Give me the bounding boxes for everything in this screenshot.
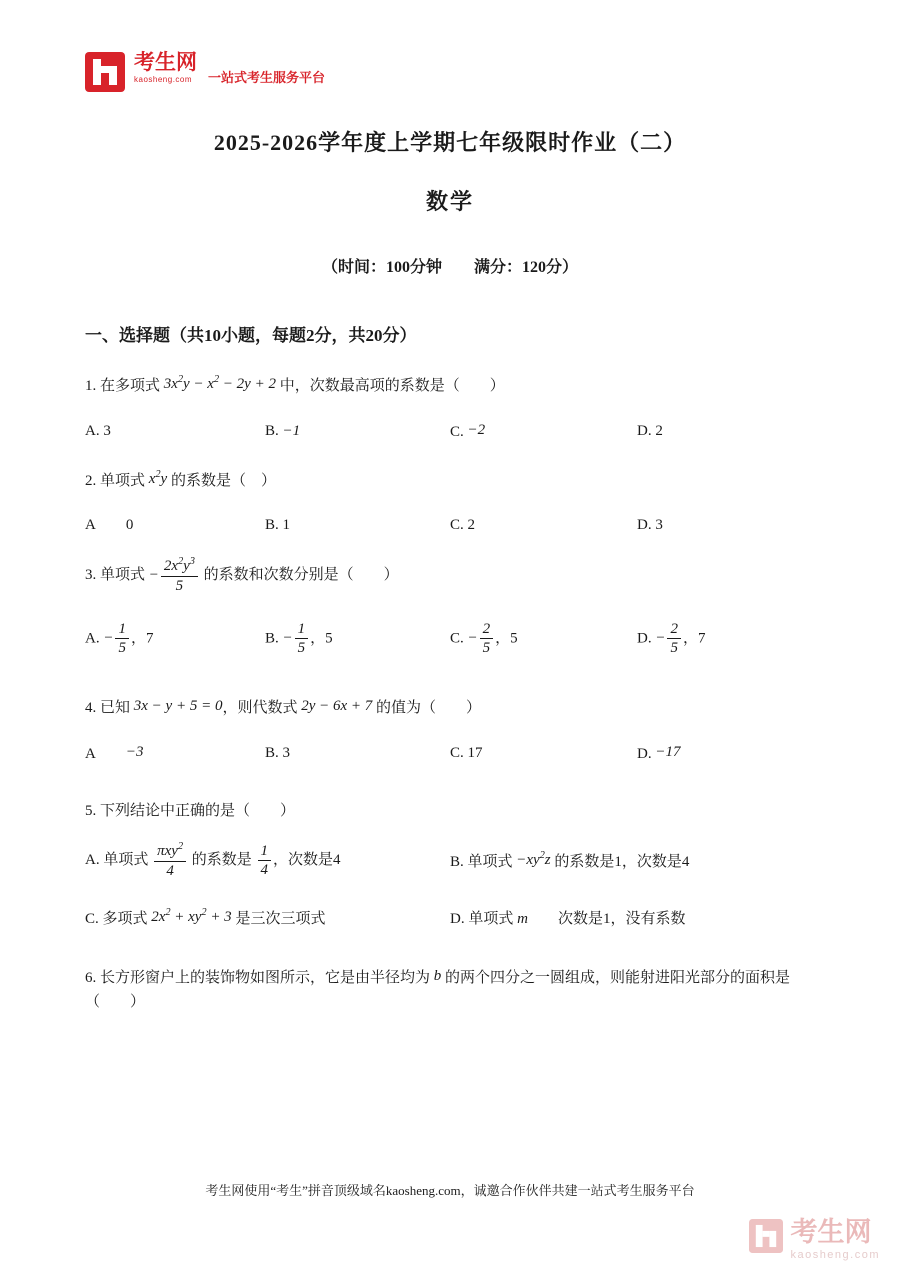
question-5-option-d: D. 单项式 m 次数是1，没有系数: [450, 910, 686, 927]
question-4-stem: 4. 已知 3x − y + 5 = 0，则代数式 2y − 6x + 7 的值为（ ）: [85, 698, 482, 716]
question-2-stem: 2. 单项式 $x^2y$ 的系数是（ ）: [85, 469, 276, 489]
question-3-option-b: B. − $\frac{1}{5}$ ，5: [265, 620, 333, 657]
question-1-options: [85, 422, 815, 441]
question-1: [85, 372, 815, 441]
question-6-stem: 6. 长方形窗户上的装饰物如图所示，它是由半径均为 b 的两个四分之一圆组成，则能射进阳光部分的面积是（ ）: [85, 967, 791, 1010]
logo-domain: kaosheng.com: [134, 75, 193, 84]
question-1-option-b: B. −1: [265, 423, 301, 439]
question-3-option-a: A. − $\frac{1}{5}$ ，7: [85, 620, 154, 657]
exam-title: 2025-2026学年度上学期七年级限时作业（二）: [213, 130, 687, 155]
question-3-stem: 3. 单项式 − $\frac{2x^2y^3}{5}$ 的系数和次数分别是（ ）: [85, 556, 399, 594]
question-5-option-b: B. 单项式 $-xy^2z$ 的系数是1，次数是4: [450, 850, 690, 871]
question-3: [85, 556, 815, 658]
exam-meta: （时间：100分钟 满分：120分）: [321, 259, 578, 276]
question-5-option-c: C. 多项式 $2x^2 + xy^2 + 3$ 是三次三项式: [85, 906, 326, 927]
question-2-options: [85, 517, 815, 534]
question-3-options: [85, 620, 815, 659]
question-2-option-b: B. 1: [265, 517, 291, 533]
question-1-option-a: A. 3: [85, 423, 111, 439]
question-4-options: [85, 744, 815, 763]
question-5-option-a: A. 单项式 $\frac{\pi xy^2}{4}$ 的系数是 $\frac{1}{4}$ ，次数是4: [85, 841, 341, 879]
kaosheng-logo-icon: [85, 52, 125, 92]
watermark-brand: 考生网: [790, 1217, 872, 1247]
question-5: [85, 799, 815, 928]
question-4: [85, 694, 815, 763]
logo-tagline: 一站式考生服务平台: [208, 70, 326, 85]
section-heading: 一、选择题（共10小题，每题2分，共20分）: [85, 326, 417, 345]
question-1-option-c: C. −2: [450, 422, 486, 440]
question-4-option-b: B. 3: [265, 745, 291, 761]
site-header: [85, 0, 815, 102]
watermark-text: [790, 1219, 880, 1261]
question-1-stem: 1. 在多项式 $3x^2y - x^2 - 2y + 2$ 中，次数最高项的系数是（ ）: [85, 374, 505, 394]
question-5-stem: 5. 下列结论中正确的是（ ）: [85, 803, 296, 819]
page-footer: 考生网使用“考生”拼音顶级域名kaosheng.com，诚邀合作伙伴共建一站式考生服务平台: [205, 1183, 695, 1198]
question-2: [85, 467, 815, 534]
logo-brand: 考生网: [134, 51, 197, 74]
logo-text: [134, 52, 197, 84]
question-1-option-d: D. 2: [637, 423, 663, 439]
watermark-logo-icon: [749, 1219, 783, 1258]
question-4-option-d: D. −17: [637, 744, 681, 762]
watermark-domain: kaosheng.com: [790, 1249, 880, 1261]
question-2-option-c: C. 2: [450, 517, 476, 533]
question-4-option-c: C. 17: [450, 745, 483, 761]
subject-title: 数学: [425, 189, 474, 214]
question-6: [85, 964, 815, 1014]
question-3-option-c: C. − $\frac{2}{5}$ ，5: [450, 620, 518, 657]
question-3-option-d: D. − $\frac{2}{5}$ ，7: [637, 620, 706, 657]
watermark: [749, 1219, 880, 1261]
question-5-options: [85, 841, 815, 928]
question-2-option-a: A 0: [85, 517, 134, 533]
question-4-option-a: A −3: [85, 744, 144, 762]
question-2-option-d: D. 3: [637, 517, 663, 533]
